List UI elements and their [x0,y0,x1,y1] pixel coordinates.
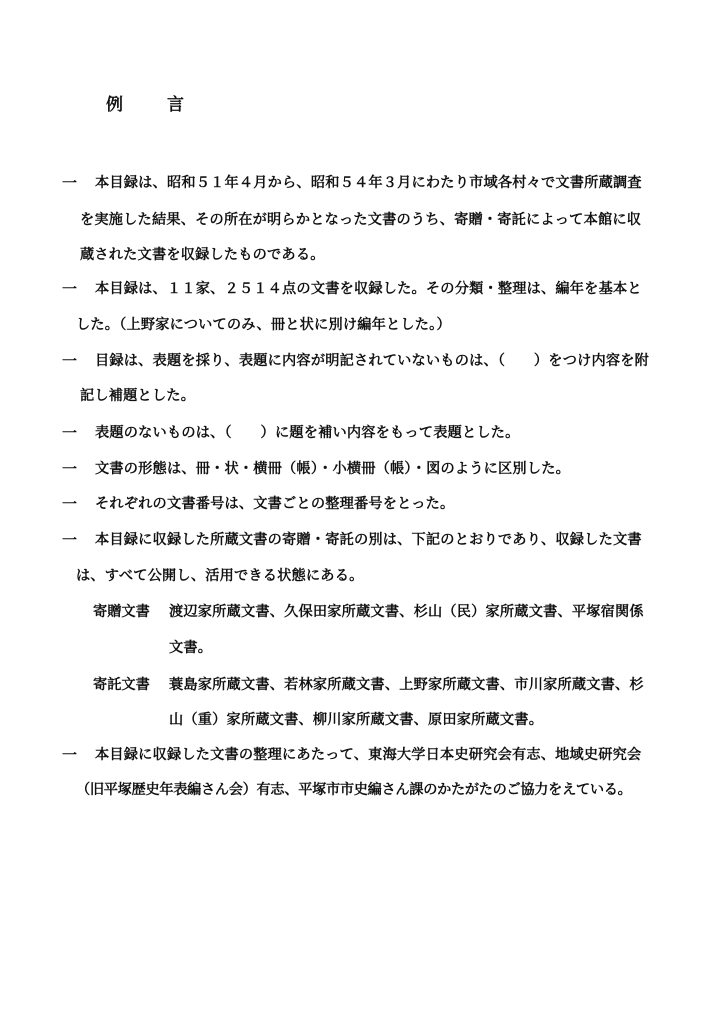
bullet-dash: 一 [62,746,78,764]
bullet-dash: 一 [62,460,78,478]
bullet-dash: 一 [62,495,78,513]
item-2-line-1: 本目録は、１１家、２５１４点の文書を収録した。その分類・整理は、編年を基本と [95,281,642,297]
item-7-line-1: 本目録に収録した所蔵文書の寄贈・寄託の別は、下記のとおりであり、収録した文書 [95,532,642,548]
deposit-label: 寄託文書 [93,677,150,693]
item-6-line-1: それぞれの文書番号は、文書ごとの整理番号をとった。 [95,496,455,512]
title-char-1: 例 [106,95,123,115]
item-3-line-2: 記し補題とした。 [80,388,196,404]
item-7-line-2: は、すべて公開し、活用できる状態にある。 [76,568,364,584]
item-1-line-2: を実施した結果、その所在が明らかとなった文書のうち、寄贈・寄託によって本館に収 [80,212,642,228]
title-char-2: 言 [167,95,184,115]
donation-label: 寄贈文書 [93,604,150,620]
bullet-dash: 一 [62,352,78,370]
item-1-line-1: 本目録は、昭和５１年４月から、昭和５４年３月にわたり市域各村々で文書所蔵調査 [95,175,642,191]
bullet-dash: 一 [62,174,78,192]
deposit-line-2: 山（重）家所蔵文書、柳川家所蔵文書、原田家所蔵文書。 [169,712,544,728]
item-3-line-1: 目録は、表題を採り、表題に内容が明記されていないものは、（ ）をつけ内容を附 [95,353,650,369]
donation-line-1: 渡辺家所蔵文書、久保田家所蔵文書、杉山（民）家所蔵文書、平塚宿関係 [169,604,644,620]
donation-line-2: 文書。 [169,640,213,656]
item-4-line-1: 表題のないものは、（ ）に題を補い内容をもって表題とした。 [95,425,520,441]
bullet-dash: 一 [62,280,78,298]
bullet-dash: 一 [62,531,78,549]
item-1-line-3: 蔵された文書を収録したものである。 [80,247,325,263]
bullet-dash: 一 [62,424,78,442]
item-8-line-2: （旧平塚歴史年表編さん会）有志、平塚市市史編さん課のかたがたのご協力をえている。 [76,782,632,798]
item-2-line-2: した。（上野家についてのみ、冊と状に別け編年とした。） [76,317,451,333]
deposit-line-1: 蓑島家所蔵文書、若林家所蔵文書、上野家所蔵文書、市川家所蔵文書、杉 [169,677,644,693]
item-5-line-1: 文書の形態は、冊・状・横冊（帳）・小横冊（帳）・図のように区別した。 [95,461,570,477]
item-8-line-1: 本目録に収録した文書の整理にあたって、東海大学日本史研究会有志、地域史研究会 [95,747,642,763]
